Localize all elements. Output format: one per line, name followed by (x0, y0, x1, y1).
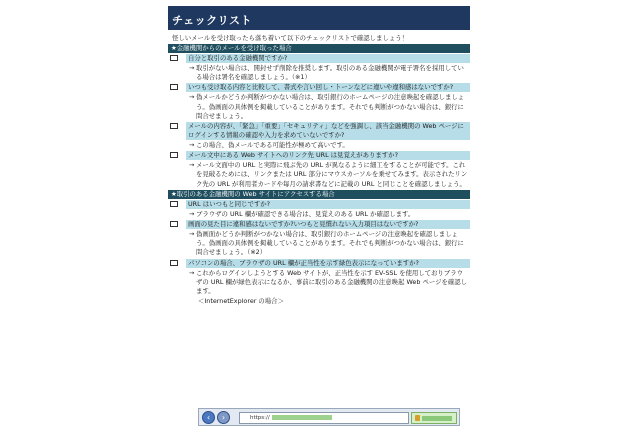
answer-text: → 偽画面かどうか判断がつかない場合は、取引銀行のホームページの注意喚起を確認しましょう。偽画面の具体例を掲載していることがあります。それでも判断がつかない場合は、銀行に問合せましょう。（※2） (189, 230, 464, 257)
arrow-icon: → (189, 209, 195, 218)
answer-text: → 取引がない場合は、開封せず削除を推奨します。取引のある金融機関が電子署名を採用している場合は署名を確認しましょう。（※1） (189, 64, 464, 82)
question-text: いつも受け取る内容と比較して、書式や言い回し・トーンなどに違いや違和感はないですか? (186, 83, 470, 92)
checklist-item (168, 220, 470, 229)
answer-text: → 偽メールかどうか判断がつかない場合は、取引銀行のホームページの注意喚起を確認しましょう。偽画面の具体例を掲載していることがあります。それでも判断がつかない場合は、銀行に問合せましょう。 (189, 93, 465, 120)
back-arrow-icon: ‹ (202, 411, 215, 424)
checklist-item (168, 122, 470, 140)
arrow-icon: → (189, 141, 195, 150)
intro-text: 怪しいメールを受け取ったら落ち着いて以下のチェックリストで確認しましょう！ (172, 34, 409, 42)
checklist-document (168, 6, 470, 426)
answer-text: → この場合、偽メールである可能性が極めて高いです。 (189, 141, 349, 150)
section-header-email: ★金融機関からのメールを受け取った場合 (168, 44, 470, 53)
checkbox[interactable] (170, 152, 178, 158)
ev-ssl-indicator (411, 412, 457, 424)
question-text: メール文中にある Web サイトへのリンク先 URL は見覚えがありますか? (186, 151, 470, 160)
question-text: 自分と取引のある金融機関ですか? (186, 54, 470, 63)
arrow-icon: → (189, 93, 195, 102)
browser-address-bar-illustration (198, 408, 460, 426)
checkbox[interactable] (170, 55, 178, 61)
blurred-org-name (422, 416, 452, 421)
checkbox[interactable] (170, 123, 178, 129)
question-text: パソコンの場合、ブラウザの URL 欄が正当性を示す緑色表示になっていますか? (186, 259, 470, 268)
checkbox[interactable] (170, 260, 178, 266)
answer-text: → これからログインしようとする Web サイトが、正当性を示す EV-SSL を使用しておりブラウザの URL 欄が緑色表示になるか、事前に取引のある金融機関の注意喚起 Web ページを確認します。 (189, 268, 468, 296)
section-header-website: ★取引のある金融機関の Web サイトにアクセスする場合 (168, 190, 470, 199)
answer-text: → ブラウザの URL 欄が確認できる場合は、見覚えのある URL か確認します。 (189, 209, 415, 218)
page-title: チェックリスト (168, 6, 470, 30)
blurred-url (272, 415, 332, 420)
checklist-item (168, 200, 470, 209)
arrow-icon: → (189, 64, 195, 72)
checklist-item (168, 83, 470, 92)
checklist-item (168, 259, 470, 268)
arrow-icon: → (189, 268, 195, 277)
url-field: https:// (239, 412, 409, 424)
checklist-item (168, 54, 470, 63)
checkbox[interactable] (170, 84, 178, 90)
forward-arrow-icon: › (217, 411, 230, 424)
question-text: 画面の見た目に違和感はないですか?いつもと見慣れない入力項目はないですか? (186, 220, 470, 229)
question-text: URL はいつもと同じですか? (186, 200, 470, 209)
checkbox[interactable] (170, 221, 178, 227)
question-text: メールの内容が、「緊急」「重要」「セキュリティ」などを強調し、該当金融機関の Web ページにログインする情報の確認や入力を求めていないですか? (186, 122, 470, 140)
arrow-icon: → (189, 230, 195, 239)
answer-text: → メール文面中の URL と実際に飛ぶ先の URL が異なるように細工をすることが可能です。これを見破るためには、リンクまたは URL 部分にマウスカーソルを乗せてみます。表示されたリンク先の URL が利用者カードや毎月の請求書などに記載の URL と同じことを確認しましょう。 (189, 161, 468, 188)
checkbox[interactable] (170, 201, 178, 207)
checklist-item (168, 151, 470, 160)
lock-icon (415, 415, 420, 421)
browser-caption: ＜InternetExplorer の場合＞ (198, 297, 284, 306)
arrow-icon: → (189, 161, 195, 170)
